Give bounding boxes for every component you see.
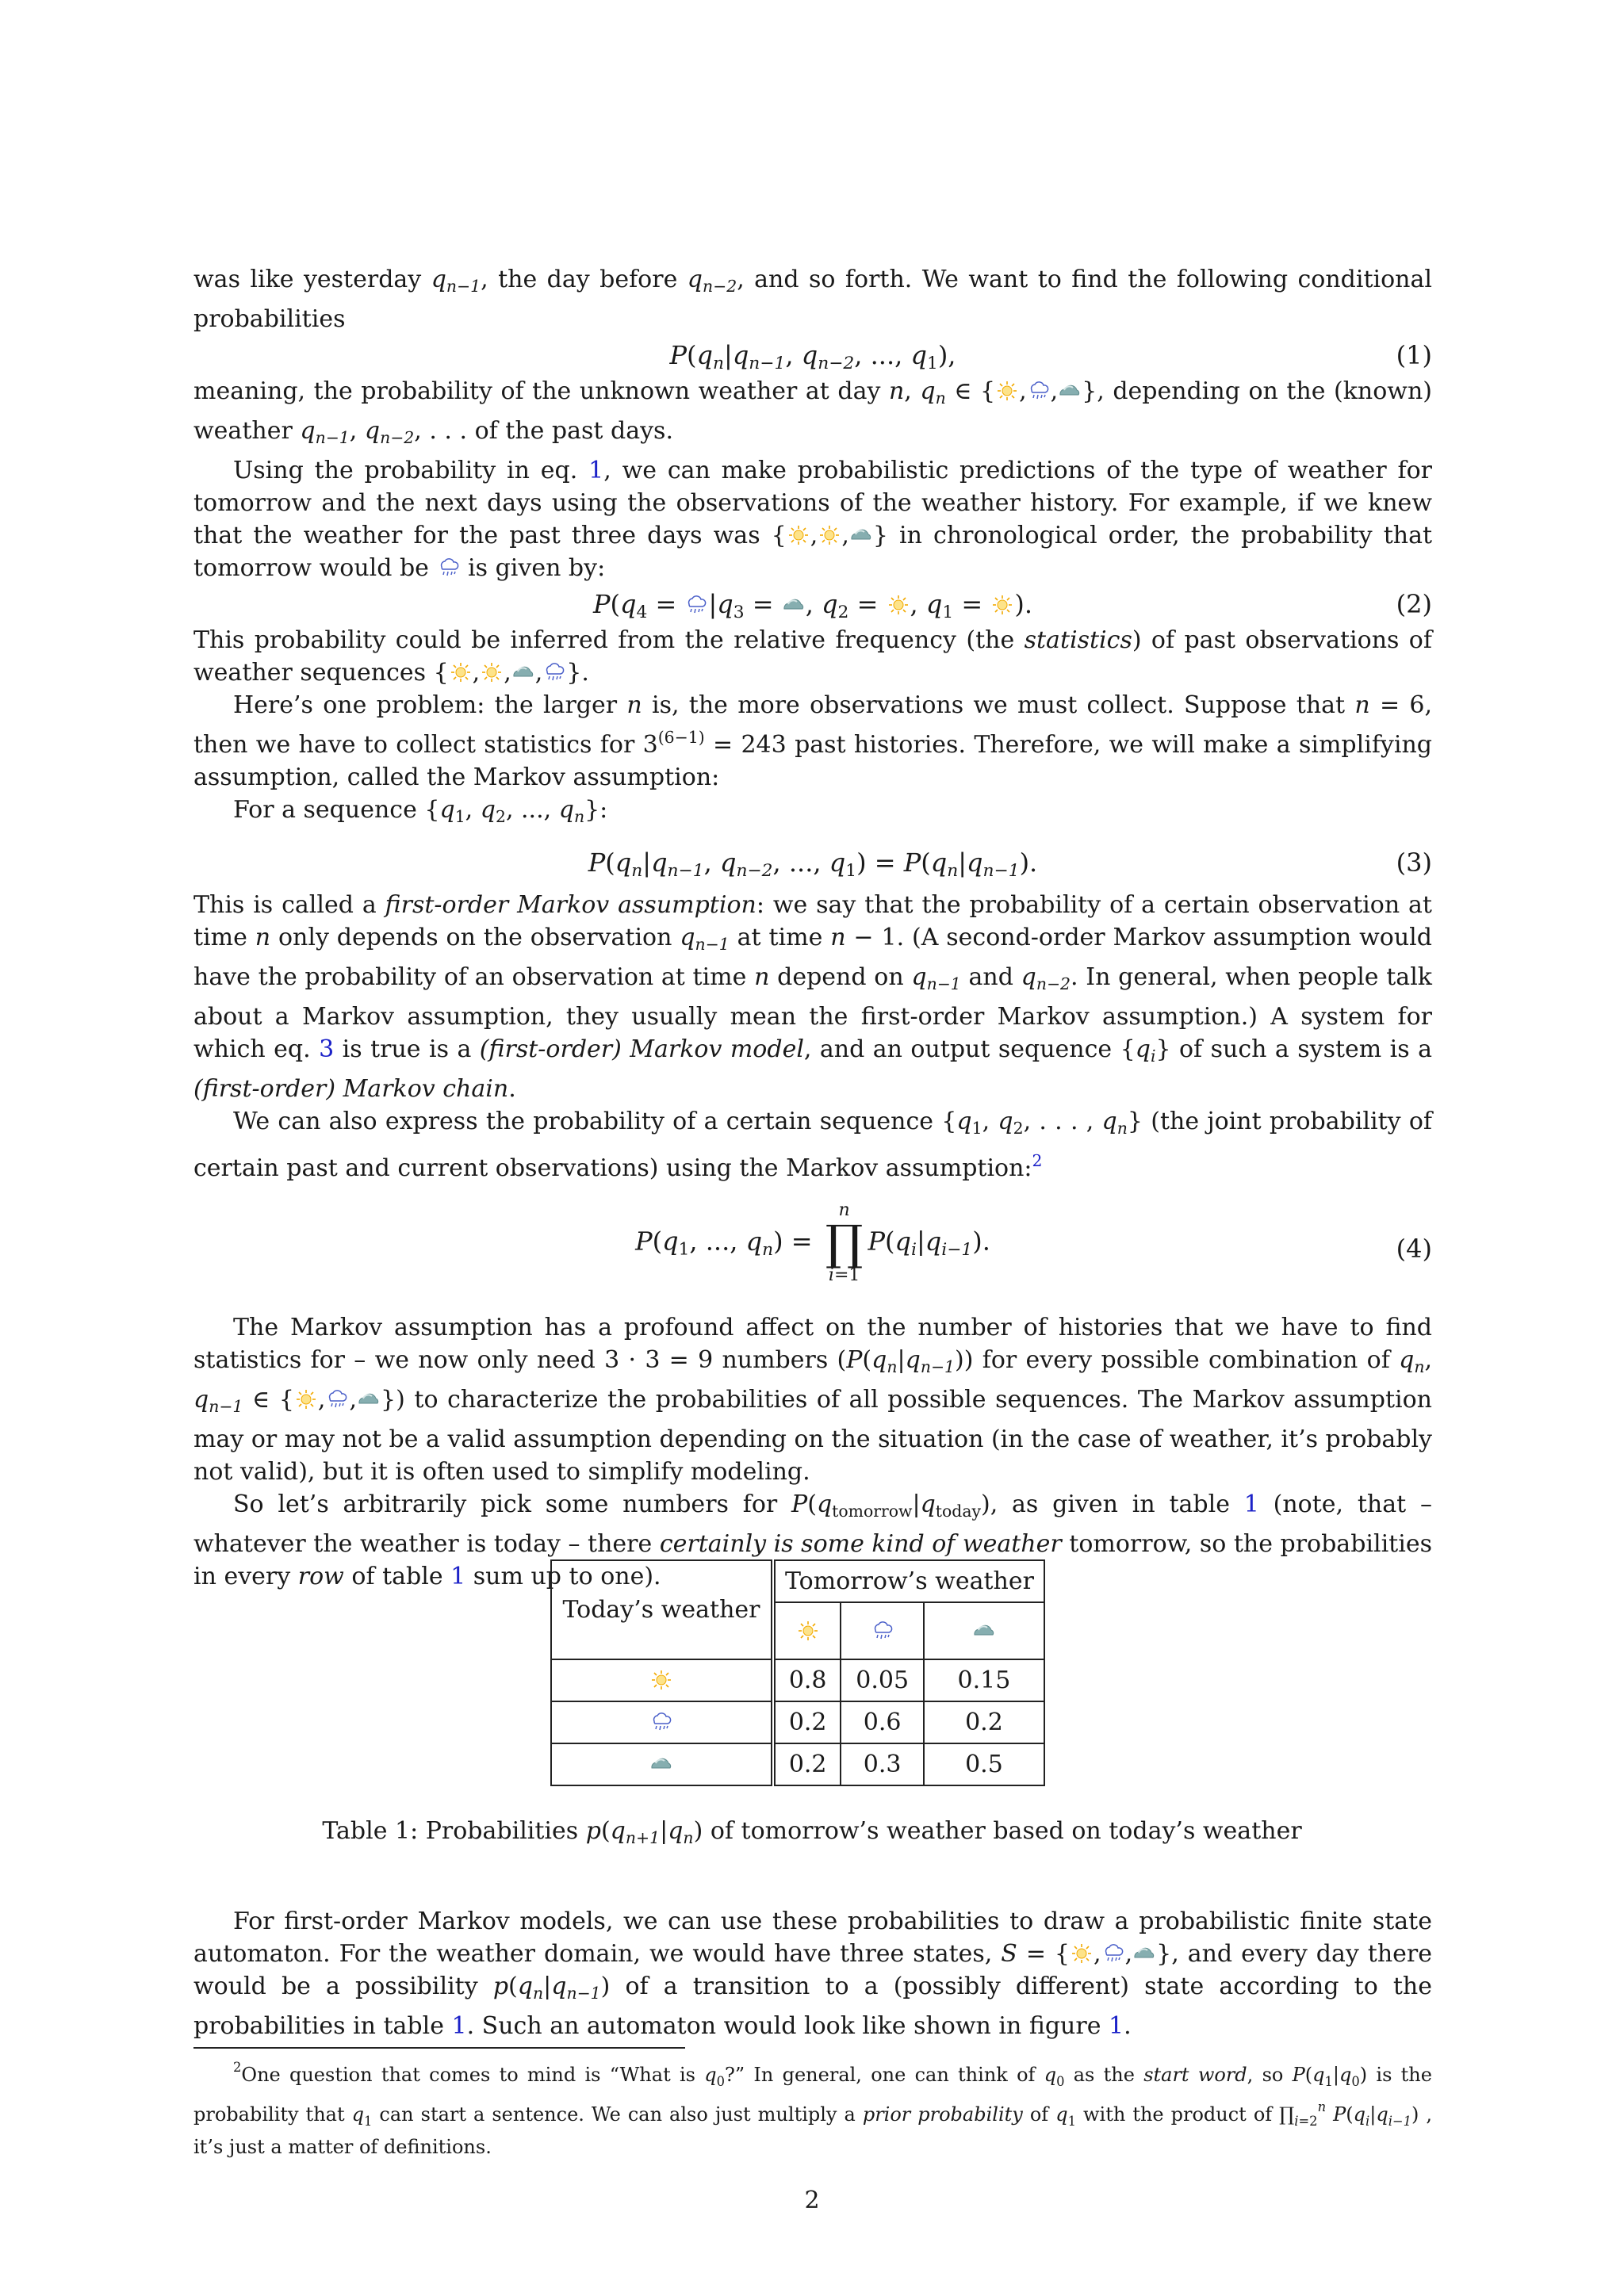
footnote-rule [193,2047,685,2049]
column-header-foggy [924,1602,1044,1659]
foggy-icon [782,595,806,615]
footnote-ref-link[interactable]: 2 [1032,1151,1043,1170]
paragraph-automaton: For first-order Markov models, we can use these probabilities to draw a probabilistic finite state automaton. For the weather domain, we would have three states, S = { , , }, and every day there would be a possibility $p(q_n|q_{n-1})$ of a transition to a (possibly different) state according to the probabilities in table 1. Such an automaton would look like shown in figure 1. [193,1908,1433,2040]
foggy-icon [511,662,535,683]
paragraph-problem: Here’s one problem: the larger n is, the more observations we must collect. Suppose that n = 6, then we have to collect statistics for $3^{(6-1)} = 243$ past histories. Therefore, we will make a simplifying assumption, called the Markov assumption: [193,691,1433,791]
table-cell: 0.2 [773,1743,841,1785]
table-row [551,1701,1044,1743]
paragraph-frequency: This probability could be inferred from the relative frequency (the statistics) of past observations of weather sequences { , , , }. [193,626,1432,687]
rainy-icon [542,662,566,683]
paragraph-sequence: For a sequence {$q_1$, $q_2$, ..., $q_n$}: [233,796,608,826]
equation-4: $P(q_1$, ..., $q_n$) = n ∏ i=1 $P(q_i|q_{i-1})$. (4) [635,1200,1432,1285]
row-header-rainy [551,1701,773,1743]
foggy-icon [649,1754,673,1774]
table-cell: 0.8 [773,1659,841,1701]
tomorrow-weather-header: Tomorrow’s weather [773,1560,1044,1602]
column-header-rainy [841,1602,924,1659]
weather-probability-table [550,1559,1045,1786]
footnote-text: $^2$One question that comes to mind is “What is $q_0$?” In general, one can think of $q_0$ as the start word, so $P(q_1|q_0)$ is the probability that $q_1$ can start a sentence. We can also just multiply a prior probability of $q_1$ with the product of $\prod_{i=2}^n$ $P(q_i|q_{i-1})$ , it’s just a matter of definitions. [193,2060,1432,2158]
table-cell: 0.15 [924,1659,1044,1701]
foggy-icon [1132,1943,1156,1964]
table-cell: 0.2 [773,1701,841,1743]
sunny-icon [796,1621,820,1641]
equation-ref-link[interactable]: 1 [588,457,604,484]
equation-number: (1) [1396,340,1432,370]
paragraph-prediction: Using the probability in eq. 1, we can make probabilistic predictions of the type of weather for tomorrow and the next days using the observations of the weather history. For example, if we knew that the weather for the past three days was { , , } in chronological order, the probability that tomorrow would be is given by: [193,457,1433,582]
rainy-icon [684,595,708,615]
row-header-sunny [551,1659,773,1701]
foggy-icon [1058,381,1082,401]
text-column-lower [193,1905,1432,2042]
table-cell: 0.2 [924,1701,1044,1743]
table-cell: 0.5 [924,1743,1044,1785]
paragraph-intro: was like yesterday $q_{n-1}$, the day before $q_{n-2}$, and so forth. We want to find the following conditional probabilities [193,266,1432,333]
table-ref-link[interactable]: 1 [1243,1490,1259,1518]
rainy-icon [437,557,461,578]
sunny-icon [787,525,810,545]
sunny-icon [818,525,841,545]
paragraph-meaning: meaning, the probability of the unknown weather at day n, $q_n$ ∈ { , , }, depending on the (known) weather $q_{n-1}$, $q_{n-2}$, . . . of the past days. [193,377,1432,447]
row-header-foggy [551,1743,773,1785]
rainy-icon [1027,381,1051,401]
text-column [193,263,1432,1593]
paragraph-histories: The Markov assumption has a profound affect on the number of histories that we have to find statistics for – we now only need 3 · 3 = 9 numbers $(P(q_n|q_{n-1}))$ for every possible combination of $q_n$, $q_{n-1}$ ∈ { , , }) to characterize the probabilities of all possible sequences. The Markov assumption may or may not be a valid assumption depending on the situation (in the case of weather, it’s probably not valid), but it is often used to simplify modeling. [193,1314,1432,1486]
table-cell: 0.3 [841,1743,924,1785]
table-ref-link[interactable]: 1 [451,2012,467,2040]
equation-1: $P(q_n|q_{n-1}$, $q_{n-2}$, ..., $q_1$), (1) [669,340,1432,373]
equation-3: $P(q_n|q_{n-1}$, $q_{n-2}$, ..., $q_1) = P(q_n|q_{n-1})$. (3) [588,848,1432,881]
sunny-icon [1070,1943,1094,1964]
rainy-icon [1101,1943,1125,1964]
sunny-icon [990,595,1014,615]
equation-ref-link[interactable]: 3 [319,1035,335,1063]
paragraph-first-order: This is called a first-order Markov assumption: we say that the probability of a certain observation at time n only depends on the observation $q_{n-1}$ at time n − 1. (A second-order Markov assumption would have the probability of an observation at time n depend on $q_{n-1}$ and $q_{n-2}$. In general, when people talk about a Markov assumption, they usually mean the first-order Markov assumption.) A system for which eq. 3 is true is a (first-order) Markov model, and an output sequence $\{q_i\}$ of such a system is a (first-order) Markov chain. [193,891,1432,1103]
equation-number: (2) [1396,589,1432,619]
paragraph-numbers: So let’s arbitrarily pick some numbers for $P(q_{tomorrow}|q_{today})$, as given in table 1 (note, that – whatever the weather is today – there certainly is some kind of weather tomorrow, so the probabilities in every row of table 1 sum up to one). [193,1490,1432,1590]
rainy-icon [325,1389,349,1410]
foggy-icon [357,1389,381,1410]
sunny-icon [649,1670,673,1690]
table-caption: Table 1: Probabilities $p(q_{n+1}|q_n)$ of tomorrow’s weather based on today’s weather [322,1817,1302,1847]
table-cell: 0.6 [841,1701,924,1743]
table-row [551,1743,1044,1785]
equation-2: $P(q_4 = |q_3$ = , $q_2$ = , $q_1$ = ). (2) [592,589,1432,622]
figure-ref-link[interactable]: 1 [1109,2012,1124,2040]
sunny-icon [995,381,1019,401]
rainy-icon [649,1712,673,1732]
foggy-icon [972,1621,996,1641]
sunny-icon [294,1389,318,1410]
column-header-sunny [773,1602,841,1659]
today-weather-header: Today’s weather [551,1560,773,1659]
paragraph-joint: We can also express the probability of a certain sequence {$q_1$, $q_2$, . . . , $q_n$} (the joint probability of certain past and current observations) using the Markov assumption:$^2$ [193,1108,1433,1182]
page-number: 2 [804,2187,820,2214]
equation-number: (3) [1396,848,1432,878]
table-cell: 0.05 [841,1659,924,1701]
sunny-icon [449,662,473,683]
equation-number: (4) [1396,1234,1432,1264]
sunny-icon [480,662,504,683]
sunny-icon [887,595,910,615]
footnote-block [193,2055,1432,2160]
rainy-icon [871,1621,894,1641]
table-ref-link[interactable]: 1 [450,1563,466,1590]
table-row [551,1659,1044,1701]
foggy-icon [849,525,873,545]
